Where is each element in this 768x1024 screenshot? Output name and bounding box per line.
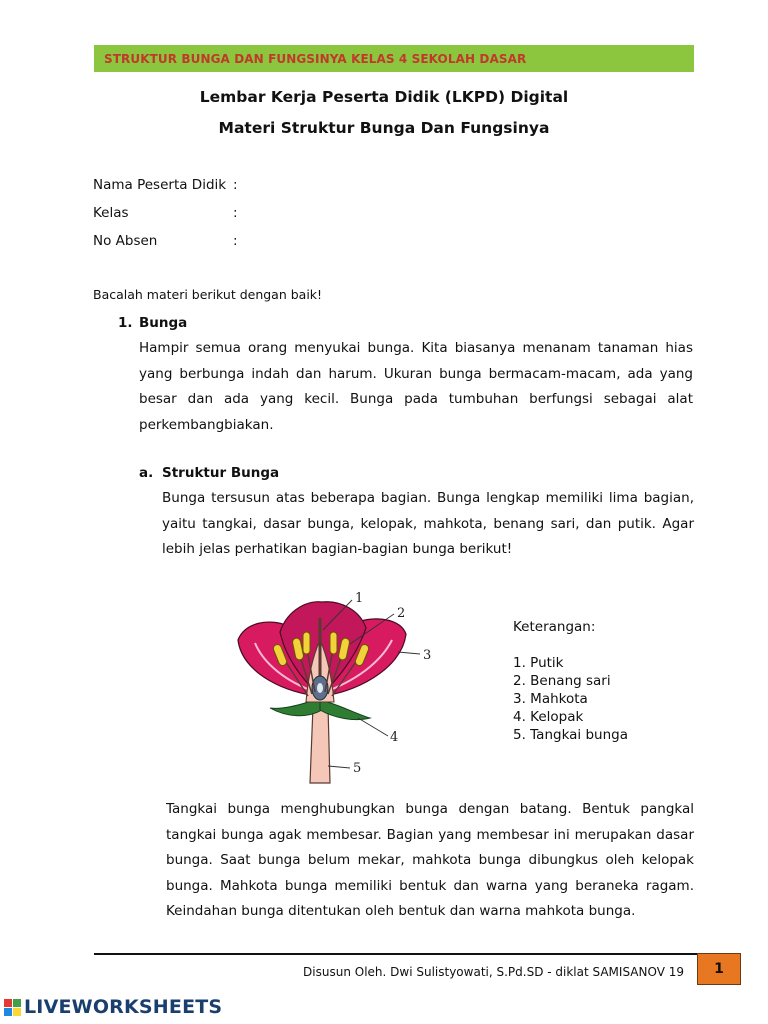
document-title: Lembar Kerja Peserta Didik (LKPD) Digital	[199, 88, 569, 106]
page-number-badge: 1	[697, 953, 741, 985]
subsection-title: Struktur Bunga	[162, 465, 280, 481]
field-label: Nama Peserta Didik	[93, 177, 227, 193]
callout-label: 1	[355, 591, 364, 606]
subsection-number: a.	[139, 465, 154, 481]
footer-divider	[94, 953, 697, 955]
legend-item: 2. Benang sari	[513, 673, 611, 689]
subsection-paragraph: Bunga tersusun atas beberapa bagian. Bunga lengkap memiliki lima bagian, yaitu tangkai, dasar bunga, kelopak, mahkota, benang sari, dan putik. Agar lebih jelas perhatikan bagian-bagian bunga berikut!	[162, 490, 694, 557]
field-no-absen	[93, 233, 238, 249]
callout-label: 2	[397, 606, 406, 621]
callout-label: 5	[353, 761, 362, 776]
legend-title: Keterangan:	[513, 619, 596, 635]
figure-legend	[513, 618, 628, 744]
legend-item: 5. Tangkai bunga	[513, 727, 629, 743]
legend-item: 3. Mahkota	[513, 691, 588, 707]
field-colon: :	[233, 205, 238, 221]
document-subtitle: Materi Struktur Bunga Dan Fungsinya	[218, 119, 550, 137]
intro-instruction: Bacalah materi berikut dengan baik!	[93, 287, 323, 302]
callout-label: 4	[390, 730, 399, 745]
flower-diagram-icon	[170, 578, 500, 788]
field-label: Kelas	[93, 205, 129, 221]
field-colon: :	[233, 177, 238, 193]
field-nama	[93, 177, 238, 193]
liveworksheets-logo[interactable]	[4, 996, 222, 1018]
legend-item: 4. Kelopak	[513, 709, 584, 725]
footer-author: Disusun Oleh. Dwi Sulistyowati, S.Pd.SD - diklat SAMISANOV 19	[303, 965, 684, 979]
liveworksheets-logo-icon	[4, 999, 21, 1016]
section-title: Bunga	[139, 315, 188, 331]
header-banner: STRUKTUR BUNGA DAN FUNGSINYA KELAS 4 SEKOLAH DASAR	[94, 45, 694, 72]
section-paragraph: Hampir semua orang menyukai bunga. Kita biasanya menanam tanaman hias yang berbunga indah dan harum. Ukuran bunga bermacam-macam, ada yang besar dan ada yang kecil. Bunga pada tumbuhan berfungsi sebagai alat perkembangbiakan.	[139, 340, 693, 433]
callout-label: 3	[423, 648, 432, 663]
field-label: No Absen	[93, 233, 158, 249]
legend-item: 1. Putik	[513, 655, 564, 671]
section-number: 1.	[118, 315, 133, 331]
field-kelas	[93, 205, 238, 221]
brand-name: LIVEWORKSHEETS	[24, 996, 223, 1018]
field-colon: :	[233, 233, 238, 249]
paragraph-tangkai: Tangkai bunga menghubungkan bunga dengan batang. Bentuk pangkal tangkai bunga agak membesar. Bagian yang membesar ini merupakan dasar bunga. Saat bunga belum mekar, mahkota bunga dibungkus oleh kelopak bunga. Mahkota bunga memiliki bentuk dan warna yang beraneka ragam. Keindahan bunga ditentukan oleh bentuk dan warna mahkota bunga.	[166, 801, 694, 919]
